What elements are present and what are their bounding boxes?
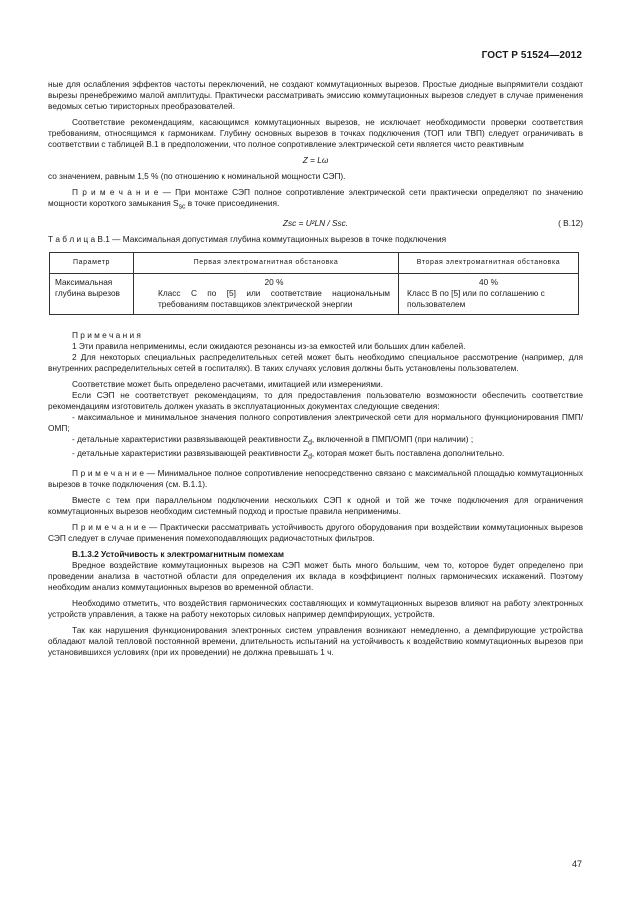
list-item-reactance-additional bbox=[48, 448, 583, 463]
note-text: — Минимальное полное сопротивление непосредственно связано с максимальной площадью коммутационных вырезов в точке подключения (см. В.1.1). bbox=[48, 467, 583, 489]
notch-depth-table bbox=[49, 252, 579, 315]
notes-heading: П р и м е ч а н и я bbox=[72, 329, 141, 340]
list-item-reactance-included bbox=[48, 434, 583, 449]
table-caption-text: — Максимальная допустимая глубина коммутационных вырезов в точке подключения bbox=[109, 233, 447, 244]
note-immunity bbox=[48, 522, 583, 544]
list-item-tail: , включенной в ПМП/ОМП (при наличии) ; bbox=[311, 433, 474, 444]
section-heading: В.1.3.2 Устойчивость к электромагнитным помехам bbox=[72, 548, 285, 559]
list-item-subscript: d bbox=[308, 439, 312, 447]
note-label: П р и м е ч а н и е bbox=[72, 187, 159, 197]
table-cell-parameter: Максимальная глубина вырезов bbox=[50, 273, 134, 314]
page-number: 47 bbox=[571, 859, 582, 869]
list-item-impedance: - максимальное и минимальное значения полного сопротивления электрической сети для нормального функционирования ПМП/ОМП; bbox=[48, 411, 583, 433]
paragraph-continued: ные для ослабления эффектов частоты переключений, не создают коммутационных вырезов. Простые диодные выпрямители создают вырезы пренебрежимо малой амплитуды. Практически рассматривать эмиссию коммутационных вырезов следует в случае применения ведомых сетью тиристорных преобразователей. bbox=[48, 79, 583, 111]
paragraph-parallel: Вместе с тем при параллельном подключении нескольких СЭП к одной и той же точке подключения для ограничения коммутационных вырезов необходим системный подход и простые правила неприменимы. bbox=[48, 494, 583, 516]
paragraph-manufacturer: Если СЭП не соответствует рекомендациям, то для предоставления пользователю возможности обеспечить соответствие рекомендациям изготовитель должен указать в эксплуатационных документах следующие сведения: bbox=[48, 389, 583, 411]
note-mounting bbox=[48, 187, 583, 213]
table-header-parameter: Параметр bbox=[50, 252, 134, 273]
note-label: П р и м е ч а н и е bbox=[72, 521, 146, 532]
document-header: ГОСТ Р 51524—2012 bbox=[481, 50, 582, 61]
paragraph-harmonics: Необходимо отметить, что воздействия гармонических составляющих и коммутационных вырезов влияют на работу электронных устройств управления, а также на работу некоторых силовых например демпфирующих, устройств. bbox=[48, 597, 583, 619]
first-environment-text: Класс С по [5] или соответствие национальным требованиям поставщиков электрической энергии bbox=[158, 287, 390, 309]
table-header-second-environment: Вторая электромагнитная обстановка bbox=[399, 252, 579, 273]
note-label: П р и м е ч а н и е bbox=[72, 467, 145, 478]
table-header-row bbox=[50, 252, 579, 273]
second-environment-text: Класс В по [5] или по соглашению с пользователем bbox=[407, 287, 545, 309]
note-min-impedance bbox=[48, 468, 583, 490]
paragraph-determination: Соответствие может быть определено расчетами, имитацией или измерениями. bbox=[72, 378, 383, 389]
list-item-text: - детальные характеристики развязывающей реактивности Z bbox=[72, 448, 309, 459]
table-row bbox=[50, 273, 579, 314]
formula-short-circuit-text: Zsc = U²LN / Ssc. bbox=[282, 217, 349, 228]
note-text: — Практически рассматривать устойчивость другого оборудования при воздействии коммутационных вырезов СЭП следует в случае применения помехоподавляющих радиочастотных фильтров. bbox=[48, 521, 583, 543]
note-item-2: 2 Для некоторых специальных распределительных сетей может быть необходимо специальное рассмотрение (например, для внутренних распределительных сетей в госпиталях). В таких случаях условия должны быть установлены пользователем. bbox=[48, 351, 583, 373]
note-tail: в точке присоединения. bbox=[185, 198, 280, 208]
equation-number: ( В.12) bbox=[558, 217, 583, 228]
table-header-first-environment: Первая электромагнитная обстановка bbox=[134, 252, 399, 273]
table-caption-label: Т а б л и ц а В.1 bbox=[48, 233, 110, 244]
list-item-tail: , которая может быть поставлена дополнительно. bbox=[311, 448, 505, 459]
paragraph-test-duration: Так как нарушения функционирования электронных систем управления возникают немедленно, а демпфирующие устройства обладают малой тепловой постоянной времени, длительность испытаний на устойчивость к воздействию коммутационных вырезов при установившихся условиях (при их проведении) не должна превышать 1 ч. bbox=[48, 624, 583, 657]
formula-impedance bbox=[48, 155, 583, 166]
paragraph-compliance: Соответствие рекомендациям, касающимся коммутационных вырезов, не исключает необходимости проверки соответствия требованиям, относящимся к гармоникам. Глубину основных вырезов в точках подключения (ТОП или ТВП) следует ограничивать в соответствии с таблицей В.1 в предположении, что полное сопротивление электрической сети является чисто реактивным bbox=[48, 117, 583, 149]
note-text: — При монтаже СЭП полное сопротивление электрической сети практически определяют по значению мощности короткого замыкания S bbox=[48, 187, 583, 208]
document-body bbox=[48, 79, 583, 658]
table-cell-first-environment bbox=[134, 273, 399, 314]
paragraph-value: со значением, равным 1,5 % (по отношению к номинальной мощности СЭП). bbox=[48, 171, 346, 181]
first-environment-value: 20 % bbox=[264, 276, 284, 287]
paragraph-harmful-effect: Вредное воздействие коммутационных вырезов на СЭП может быть много большим, чем то, которое будет определено при проведении анализа в частотной области для определения их вклада в коэффициент полных гармонических искажений. Поэтому необходим анализ коммутационных вырезов во временной области. bbox=[48, 559, 583, 592]
formula-impedance-text: Z = Lω bbox=[302, 155, 329, 165]
note-subscript: sc bbox=[178, 203, 186, 211]
table-cell-second-environment bbox=[399, 273, 579, 314]
note-item-1: 1 Эти правила неприменимы, если ожидаются резонансы из-за емкостей или больших длин кабелей. bbox=[72, 340, 466, 351]
second-environment-value: 40 % bbox=[479, 276, 498, 287]
formula-short-circuit bbox=[48, 218, 583, 229]
list-item-text: - детальные характеристики развязывающей реактивности Z bbox=[72, 433, 309, 444]
list-item-subscript: d bbox=[308, 453, 312, 461]
table-caption bbox=[48, 234, 583, 245]
